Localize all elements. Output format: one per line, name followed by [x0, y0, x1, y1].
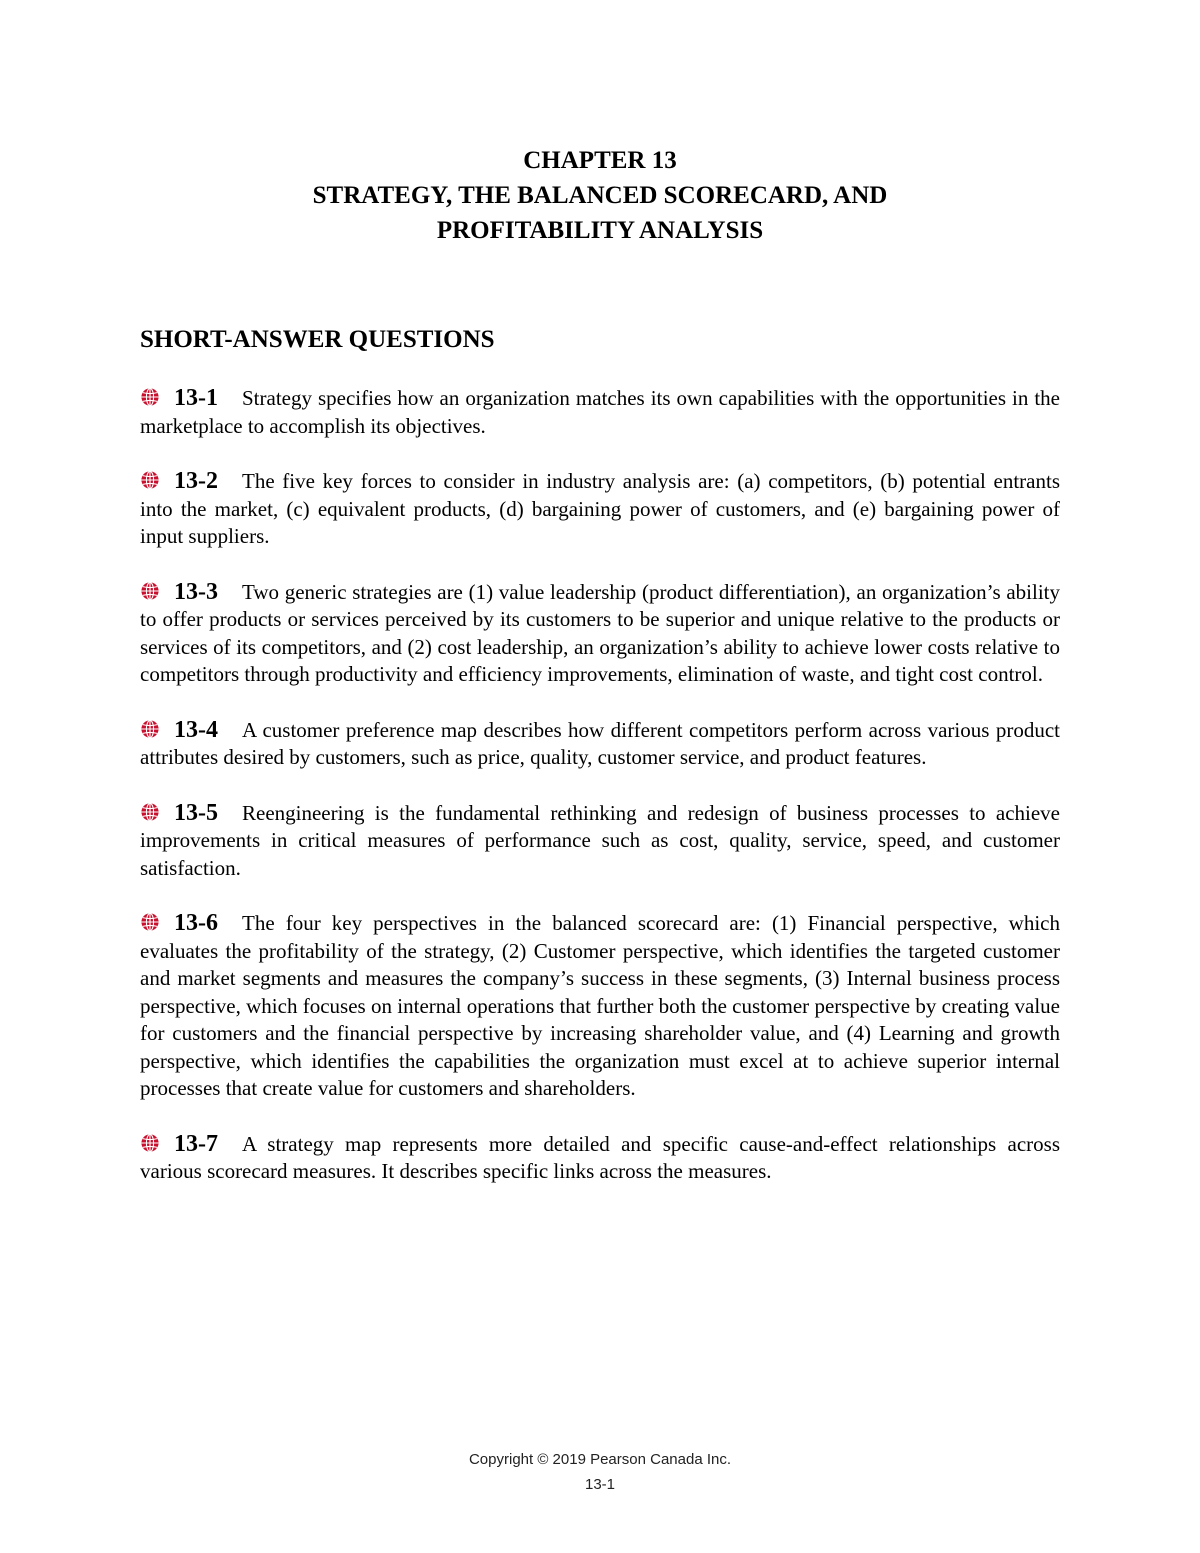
question-number: 13-6 [174, 910, 218, 936]
question-13-6 [140, 910, 1060, 1103]
globe-icon [140, 802, 160, 822]
question-text: Strategy specifies how an organization matches its own capabilities with the opportunities in the marketplace to accomplish its objectives. [140, 386, 1060, 438]
question-text: A customer preference map describes how different competitors perform across various product attributes desired by customers, such as price, quality, customer service, and product features. [140, 717, 1060, 769]
chapter-number: CHAPTER 13 [523, 147, 677, 174]
globe-icon [140, 470, 160, 490]
globe-icon [140, 719, 160, 739]
question-text: Two generic strategies are (1) value leadership (product differentiation), an organization’s ability to offer products or services perceived by its customers to be superior and unique relative to the products or services of its competitors, and (2) cost leadership, an organization’s ability to achieve lower costs relative to competitors through productivity and efficiency improvements, elimination of waste, and tight cost control. [140, 579, 1060, 686]
footer-copyright: Copyright © 2019 Pearson Canada Inc. [468, 1451, 732, 1468]
chapter-title-line-1: STRATEGY, THE BALANCED SCORECARD, AND [312, 182, 888, 209]
question-number: 13-2 [174, 468, 218, 494]
question-13-1 [140, 385, 1060, 440]
globe-icon [140, 1133, 160, 1153]
chapter-title-line-2: PROFITABILITY ANALYSIS [436, 217, 764, 244]
question-text: A strategy map represents more detailed and specific cause-and-effect relationships across various scorecard measures. It describes specific links across the measures. [140, 1131, 1060, 1183]
question-13-2 [140, 468, 1060, 551]
question-13-7 [140, 1131, 1060, 1186]
section-title: SHORT-ANSWER QUESTIONS [140, 326, 495, 353]
question-13-4 [140, 717, 1060, 772]
question-text: The five key forces to consider in industry analysis are: (a) competitors, (b) potential entrants into the market, (c) equivalent products, (d) bargaining power of customers, and (e) bargaining power of input suppliers. [140, 469, 1060, 548]
question-number: 13-7 [174, 1130, 218, 1157]
question-13-3 [140, 579, 1060, 689]
globe-icon [140, 387, 160, 407]
globe-icon [140, 581, 160, 601]
question-number: 13-4 [174, 716, 218, 743]
question-text: Reengineering is the fundamental rethinking and redesign of business processes to achieve improvements in critical measures of performance such as cost, quality, service, speed, and customer satisfaction. [140, 800, 1060, 880]
chapter-heading [0, 143, 1200, 248]
question-13-5 [140, 800, 1060, 883]
page-number: 13-1 [584, 1476, 616, 1493]
question-number: 13-1 [174, 385, 218, 411]
question-number: 13-3 [174, 578, 218, 605]
question-text: The four key perspectives in the balanced scorecard are: (1) Financial perspective, which evaluates the profitability of the strategy, (2) Customer perspective, which identifies the targeted customer and market segments and measures the company’s success in these segments, (3) Internal business process perspective, which focuses on internal operations that further both the customer perspective by creating value for customers and the financial perspective by increasing shareholder value, and (4) Learning and growth perspective, which identifies the capabilities the organization must excel at to achieve superior internal processes that create value for customers and shareholders. [140, 911, 1060, 1100]
question-number: 13-5 [174, 799, 218, 826]
question-list [140, 385, 1060, 1214]
globe-icon [140, 912, 160, 932]
